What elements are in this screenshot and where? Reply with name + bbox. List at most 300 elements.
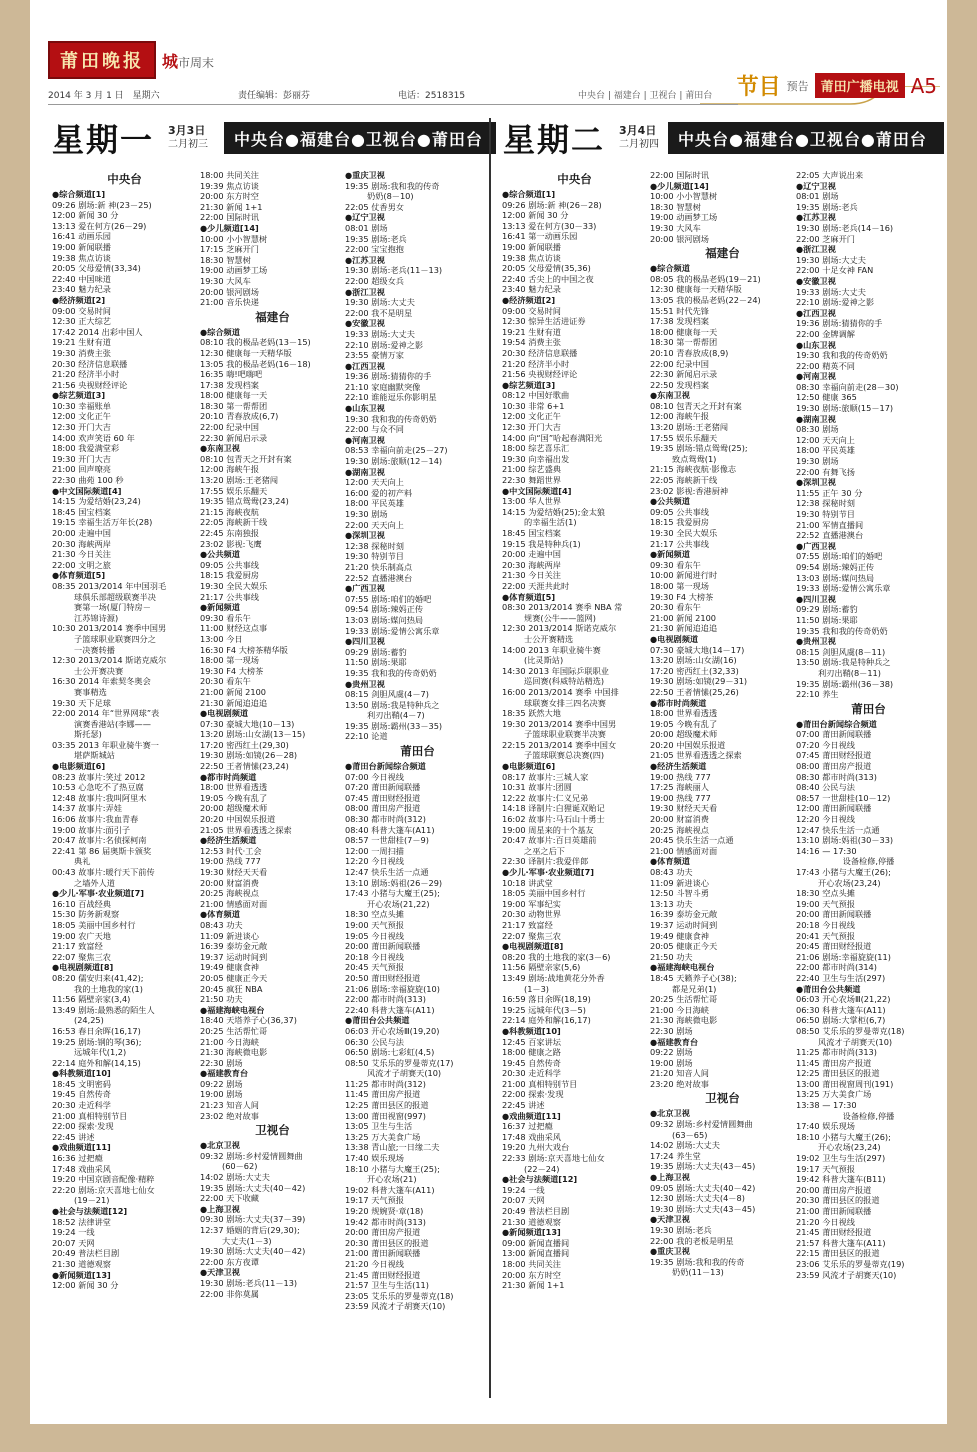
- program-entry: 19:45 自然传奇: [502, 1057, 561, 1068]
- listing-column: [650, 170, 795, 1278]
- program-entry: 08:23 故事片:笑过 2012: [52, 771, 146, 782]
- station-heading: 莆田台: [851, 701, 886, 716]
- program-entry: 09:26 剧场:新 神(23－25): [52, 199, 152, 210]
- program-entry: 21:00 真相特别节目: [52, 1110, 128, 1121]
- program-continuation: 奶奶(8－10): [367, 191, 414, 202]
- program-entry: 22:00 我不是明星: [345, 307, 413, 318]
- program-entry: 19:00 新闻联播: [502, 241, 561, 252]
- program-entry: 21:30 新闻追追追: [200, 697, 268, 708]
- divider: [48, 104, 738, 105]
- program-entry: 21:30 海峡微电影: [650, 1015, 718, 1026]
- program-entry: 19:33 剧场:大丈夫: [345, 328, 415, 339]
- left-border: [0, 0, 30, 1452]
- program-entry: 08:30 幸福向前走(28－30): [796, 381, 899, 392]
- program-entry: 11:25 都市时尚(313): [796, 1047, 877, 1058]
- channel-heading: ●重庆卫视: [345, 170, 385, 180]
- program-entry: 07:20 莆田新闻联播: [345, 782, 421, 793]
- program-entry: 21:30 今日关注: [52, 549, 111, 560]
- program-entry: 22:45 讲述: [502, 1100, 545, 1111]
- program-entry: 16:41 第一动画乐园: [502, 231, 578, 242]
- program-entry: 21:00 新闻 2100: [200, 686, 267, 697]
- program-entry: 06:03 开心农场Ⅲ(19,20): [345, 1025, 440, 1036]
- program-entry: 06:30 科普大篷车(A11): [796, 1004, 886, 1015]
- program-entry: 22:10 养生: [796, 689, 839, 700]
- program-continuation: (19－21): [74, 1195, 110, 1206]
- preview-label: 预告: [786, 79, 809, 93]
- program-entry: 11:55 正午 30 分: [796, 487, 863, 498]
- program-entry: 21:20 经济半小时: [52, 369, 120, 380]
- program-entry: 09:05 公共事线: [650, 506, 709, 517]
- channel-heading: ●莆田台新闻综合频道: [796, 718, 877, 729]
- program-entry: 12:50 斗智斗勇: [650, 888, 709, 899]
- program-entry: 12:00 海峡午报: [650, 411, 709, 422]
- program-entry: 20:00 超级魔术师: [650, 729, 718, 740]
- program-entry: 20:47 故事片:百日英雄前: [502, 835, 597, 846]
- program-continuation: (1－3): [524, 983, 549, 994]
- program-entry: 20:47 故事片:名侦探柯南: [52, 835, 147, 846]
- program-entry: 19:35 剧场:我和我的传奇: [650, 1256, 745, 1267]
- channel-heading: ●少儿频道[14]: [650, 180, 709, 191]
- program-entry: 19:15 幸福生活万年长(28): [52, 517, 153, 528]
- right-border: [947, 0, 977, 1452]
- channel-heading: ●山东卫视: [796, 339, 836, 350]
- program-continuation: 规赛(公牛——篮网): [524, 612, 596, 623]
- channel-heading: ●江苏卫视: [796, 212, 836, 223]
- channel-heading: ●江苏卫视: [345, 254, 385, 265]
- channel-heading: ●社会与法频道[12]: [52, 1206, 128, 1216]
- channel-heading: ●河南卫视: [796, 371, 836, 382]
- program-entry: 19:00 热线 777: [650, 771, 711, 782]
- channel-heading: ●经济生活频道: [650, 761, 707, 772]
- channel-heading: ●电视剧频道: [650, 633, 699, 644]
- program-entry: 20:30 海峡两岸: [502, 559, 561, 570]
- channel-heading: ●江西卫视: [345, 360, 385, 371]
- program-entry: 16:00 2013/2014 赛季 中国排: [502, 686, 619, 697]
- program-entry: 07:55 剧场:咱们的婚吧: [345, 593, 432, 604]
- channel-heading: ●莆田台新闻综合频道: [345, 761, 426, 772]
- program-continuation: 球联赛女排三四名决赛: [524, 697, 606, 708]
- program-entry: 22:00 非你莫属: [200, 1288, 259, 1299]
- program-entry: 19:30 F4 大榜茶: [650, 591, 714, 602]
- program-entry: 13:00 新闻直播间: [502, 1248, 570, 1259]
- program-entry: 21:00 音乐快递: [200, 297, 259, 308]
- channel-heading: ●山东卫视: [345, 403, 385, 414]
- program-continuation: 子篮球职业联赛半决赛: [524, 729, 606, 740]
- program-entry: 21:00 情感面对面: [200, 898, 268, 909]
- program-entry: 19:02 科普大篷车(A11): [345, 1184, 435, 1195]
- program-entry: 19:17 天气预报: [345, 1195, 404, 1206]
- program-entry: 19:24 一线: [502, 1184, 545, 1195]
- program-entry: 09:00 交易时间: [52, 305, 111, 316]
- program-entry: 22:10 论道: [345, 731, 388, 742]
- program-entry: 19:49 健康食神: [650, 930, 709, 941]
- program-continuation: 大丈夫(1－3): [222, 1235, 272, 1246]
- program-entry: 20:00 东方时空: [200, 191, 259, 202]
- program-entry: 12:20 今日视线: [796, 814, 855, 825]
- program-entry: 21:20 今日视线: [345, 1258, 404, 1269]
- program-entry: 19:30 我和我的传奇奶奶: [345, 413, 437, 424]
- notice: 设备检修,停播: [842, 856, 895, 867]
- program-entry: 12:30 剧场:大丈夫(4－8): [650, 1193, 745, 1204]
- program-entry: 19:30 剧场:如镜(26－28): [200, 750, 298, 761]
- program-entry: 13:00 莆田视窗(997): [345, 1110, 426, 1121]
- program-entry: 10:00 小小智慧树: [200, 233, 268, 244]
- program-entry: 14:18 译制片:白狸诞双贻记: [502, 803, 605, 814]
- program-entry: 18:00 综艺喜乐汇: [502, 443, 570, 454]
- program-entry: 18:00 第一现场: [200, 655, 259, 666]
- program-entry: 12:47 快乐生活一点通: [796, 824, 880, 835]
- channel-heading: ●广西卫视: [796, 540, 836, 551]
- program-entry: 22:40 科普大篷车(A11): [345, 1004, 435, 1015]
- station-heading: 福建台: [705, 246, 740, 261]
- program-entry: 20:00 走遍中国: [502, 549, 561, 560]
- program-continuation: 风流才子胡赛天(10): [818, 1036, 893, 1047]
- program-entry: 17:40 娱乐现场: [345, 1153, 404, 1164]
- program-continuation: 的幸福生活(1): [524, 517, 577, 528]
- channel-heading: ●东南卫视: [650, 390, 690, 401]
- program-entry: 11:00 财经这点事: [200, 623, 268, 634]
- channel-heading: ●综合频道[1]: [52, 189, 106, 199]
- program-entry: 20:07 天网: [52, 1237, 95, 1248]
- program-entry: 13:00 华人世界: [502, 496, 561, 507]
- program-entry: 08:30 都市时尚(312): [345, 814, 426, 825]
- channel-heading: ●莆田台公共频道: [345, 1015, 410, 1026]
- program-entry: 17:43 小猪与大魔王(26);: [796, 867, 891, 877]
- program-entry: 13:49 剧场:最熟悉的陌生人: [52, 1004, 155, 1015]
- program-entry: 09:54 剧场:辣妈正传: [345, 604, 424, 615]
- program-entry: 19:30 剧场:老兵(14－16): [796, 222, 894, 233]
- day-date: [168, 124, 208, 152]
- program-entry: 09:05 剧场:大丈夫(40－42): [650, 1182, 756, 1193]
- program-entry: 19:00 热线 777: [200, 856, 261, 867]
- program-entry: 10:53 心急吃不了热豆腐: [52, 782, 144, 793]
- program-entry: 13:03 剧场:媒问热局: [796, 572, 875, 583]
- listing-column: [52, 170, 197, 1291]
- day-header-tuesday: [503, 118, 659, 158]
- program-entry: 22:00 天下收藏: [200, 1193, 259, 1204]
- program-entry: 13:25 万大美食广场: [796, 1089, 872, 1100]
- channel-heading: ●安徽卫视: [345, 318, 385, 329]
- program-entry: 11:45 莆田房产报道: [796, 1057, 872, 1068]
- channel-heading: ●湖南卫视: [345, 466, 385, 477]
- program-entry: 17:42 2014 出彩中国人: [52, 326, 143, 337]
- program-entry: 12:45 百家讲坛: [502, 1036, 561, 1047]
- program-entry: 20:30 莆田县区的报道: [796, 1195, 880, 1206]
- program-entry: 22:45 讲述: [52, 1131, 95, 1142]
- program-entry: 20:41 天气预报: [796, 930, 855, 941]
- channel-heading: ●四川卫视: [345, 636, 385, 647]
- program-entry: 20:00 财富消费: [200, 877, 259, 888]
- program-entry: 18:30 第一帮帮团: [650, 337, 718, 348]
- program-entry: 08:40 科普大篷车(A11): [345, 824, 435, 835]
- program-entry: 13:50 剧场:我是特种兵之: [796, 657, 891, 668]
- program-entry: 18:00 第一现场: [650, 580, 709, 591]
- program-entry: 07:00 今日视线: [345, 771, 404, 782]
- channel-heading: ●四川卫视: [796, 593, 836, 604]
- program-entry: 21:30 道德观察: [52, 1258, 111, 1269]
- program-entry: 20:00 走遍中国: [52, 528, 111, 538]
- program-entry: 18:00 共同关注: [200, 170, 259, 180]
- program-entry: 20:30 经济信息联播: [52, 358, 128, 369]
- program-entry: 19:30 剧场:如镜(29－31): [650, 676, 748, 687]
- channel-heading: ●新闻频道[13]: [502, 1227, 561, 1238]
- program-entry: 20:00 东方时空: [502, 1269, 561, 1280]
- program-entry: 17:20 密西红土(32,33): [650, 665, 739, 676]
- program-entry: 19:30 全民大娱乐: [650, 528, 718, 538]
- program-entry: 22:00 文明之旅: [52, 559, 111, 570]
- program-entry: 22:00 天涯共此时: [502, 580, 570, 591]
- program-continuation: 球俱乐部超级联赛半决: [74, 591, 156, 602]
- program-entry: 21:00 回声嘹亮: [52, 464, 111, 475]
- program-entry: 18:10 小猪与大魔王(25);: [345, 1163, 440, 1174]
- channel-heading: ●河南卫视: [345, 434, 385, 445]
- program-entry: 08:15 剑胆风虞(8－11): [796, 646, 886, 657]
- program-entry: 19:20 中国京剧音配像·精粹: [52, 1174, 155, 1185]
- program-entry: 21:00 真相特别节目: [502, 1078, 578, 1089]
- section-title: [162, 49, 214, 72]
- program-continuation: 之墙外人道: [74, 877, 115, 888]
- program-entry: 12:30 健康每一天精华版: [200, 347, 292, 358]
- program-entry: 22:30 新闻启示录: [200, 432, 268, 443]
- program-entry: 18:00 平民英雄: [796, 445, 855, 456]
- channel-heading: ●少儿频道[14]: [200, 222, 259, 233]
- program-entry: 19:38 焦点访谈: [52, 252, 111, 263]
- program-entry: 08:10 包青天之开封有案: [650, 400, 742, 411]
- program-entry: 13:38 — 17:30: [796, 1100, 857, 1111]
- program-entry: 21:57 科普大篷车(A11): [796, 1237, 886, 1248]
- channel-heading: ●福建教育台: [200, 1068, 249, 1079]
- program-entry: 14:00 向“国”哈起春满阳光: [502, 432, 603, 443]
- channel-heading: ●浙江卫视: [345, 286, 385, 297]
- program-entry: 21:56 央视财经评论: [52, 379, 128, 390]
- channel-heading: ●上海卫视: [650, 1172, 690, 1183]
- program-entry: 00:43 故事片:暖行天下前传: [52, 867, 155, 877]
- channel-heading: ●深圳卫视: [345, 530, 385, 541]
- program-entry: 19:42 都市时尚(313): [345, 1216, 426, 1227]
- program-entry: 22:00 我的老板是明星: [650, 1235, 734, 1246]
- program-entry: 21:50 功夫: [650, 951, 693, 962]
- program-continuation: 典礼: [74, 856, 91, 867]
- program-continuation: 斯托瑟): [74, 729, 102, 740]
- program-entry: 13:25 万大美食广场: [345, 1131, 421, 1142]
- program-entry: 14:37 故事片:弄娃: [52, 803, 122, 814]
- program-entry: 19:30 剧场:大丈夫: [345, 297, 415, 308]
- program-entry: 21:20 经济半小时: [502, 358, 570, 369]
- program-entry: 23:59 风流才子胡赛天(10): [796, 1269, 897, 1280]
- program-entry: 21:20 今日视线: [796, 1216, 855, 1227]
- program-entry: 20:30 莆田县区的报道: [345, 1237, 429, 1248]
- program-entry: 10:30 幸福账单: [52, 400, 111, 411]
- program-continuation: 子篮球职业联赛四分之: [74, 633, 156, 644]
- program-entry: 19:30 全民大娱乐: [200, 580, 268, 591]
- program-entry: 20:25 海峡视点: [650, 824, 709, 835]
- program-entry: 19:35 剧场:老兵: [345, 233, 407, 244]
- program-entry: 17:25 海峡丽人: [650, 782, 709, 793]
- date-solar: 3月3日: [168, 124, 206, 137]
- program-entry: 17:55 娱乐乐翻天: [200, 485, 268, 496]
- program-entry: 09:30 看东午: [650, 559, 701, 570]
- program-entry: 07:30 豪城大地(10－13): [200, 718, 295, 729]
- program-entry: 16:41 动画乐园: [52, 231, 111, 242]
- program-entry: 19:30 剧场: [796, 456, 839, 467]
- program-continuation: 堪萨斯城站: [74, 750, 115, 761]
- channel-heading: ●浙江卫视: [796, 244, 836, 255]
- program-entry: 08:40 公民与法: [796, 782, 855, 793]
- program-entry: 12:38 探秘时刻: [796, 498, 855, 509]
- channel-heading: ●中文国际频道[4]: [52, 485, 122, 496]
- program-entry: 22:00 东方夜谭: [200, 1256, 259, 1267]
- program-entry: 21:30 新闻 1+1: [502, 1280, 565, 1291]
- program-entry: 19:00 动画梦工场: [200, 265, 268, 276]
- program-entry: 14:15 为爱结婚(25);金太狼: [502, 506, 606, 517]
- program-entry: 19:00 剧场: [650, 1057, 693, 1068]
- program-entry: 09:00 交易时间: [502, 305, 561, 316]
- program-entry: 09:29 剧场:蓄豹: [796, 604, 858, 615]
- program-continuation: 之巫之后下: [524, 845, 565, 856]
- program-continuation: 利刃出鞘(8－11): [818, 667, 881, 678]
- program-entry: 12:38 探秘时刻: [345, 540, 404, 551]
- program-entry: 12:00 天天向上: [345, 477, 404, 488]
- program-entry: 08:10 我的极品老妈(13－15): [200, 337, 311, 348]
- channel-heading: ●都市时尚频道: [200, 771, 257, 782]
- program-continuation: 赛第一场(厦门特房－: [74, 602, 151, 613]
- program-entry: 19:42 科普大篷车(B11): [796, 1174, 886, 1185]
- program-entry: 10:00 新闻进行时: [650, 570, 718, 581]
- program-entry: 22:00 芝麻开门: [796, 233, 855, 244]
- program-entry: 22:00 纪录中国: [200, 422, 259, 433]
- program-entry: 23:20 绝对故事: [650, 1078, 709, 1089]
- program-entry: 22:07 聚焦三农: [52, 951, 111, 962]
- program-entry: 07:45 莆田财经报道: [796, 750, 872, 761]
- channel-nav: 中央台 | 福建台 | 卫视台 | 莆田台: [578, 91, 713, 101]
- program-entry: 19:30 F4 大榜茶: [200, 665, 264, 676]
- program-entry: 21:00 军情直播间: [796, 519, 864, 530]
- program-entry: 16:00 爱的初产料: [345, 487, 413, 498]
- program-entry: 21:17 致富经: [502, 919, 553, 930]
- program-entry: 13:20 剧场:王老猪闯: [200, 475, 279, 486]
- program-entry: 21:30 海峡微电影: [200, 1047, 268, 1058]
- program-entry: 19:37 运动时间到: [650, 919, 718, 930]
- program-entry: 19:35 剧场:我和我的传奇: [345, 180, 440, 191]
- channel-heading: ●社会与法频道[12]: [502, 1174, 578, 1185]
- program-entry: 19:30 剧场:老兵(11－13): [345, 265, 443, 276]
- program-entry: 18:40 天塔养子心(36,37): [200, 1015, 297, 1026]
- channel-heading: ●深圳卫视: [796, 477, 836, 488]
- program-entry: 21:23 知音人间: [200, 1100, 259, 1111]
- date-lunar: 二月初三: [168, 139, 209, 150]
- program-entry: 12:48 故事片:我叫阿里木: [52, 792, 147, 803]
- program-entry: 21:15 海峡夜航: [200, 506, 259, 517]
- program-continuation: (60－62): [222, 1161, 258, 1172]
- program-entry: 21:45 莆田财经报道: [345, 1269, 421, 1280]
- program-entry: 21:30 新闻追追追: [650, 623, 718, 634]
- program-entry: 22:05 仗香男女: [345, 201, 404, 212]
- program-entry: 18:15 我爱厨房: [650, 517, 709, 528]
- program-entry: 19:20 规婉贤·章(18): [345, 1206, 424, 1216]
- program-entry: 20:45 莆田财经报道: [796, 941, 872, 952]
- program-entry: 10:31 故事片:团圆: [502, 782, 572, 793]
- program-continuation: 子篮球联赛总决赛(四): [524, 750, 605, 761]
- program-entry: 16:53 春日余晖(16,17): [52, 1025, 141, 1036]
- program-entry: 13:13 爱在何方(30－33): [502, 220, 597, 231]
- program-continuation: 士公开赛决赛: [74, 665, 124, 676]
- program-entry: 23:02 影视:香港厨神: [650, 485, 729, 496]
- issue-date: 2014 年 3 月 1 日 星期六: [48, 91, 160, 101]
- program-entry: 20:49 普法栏目剧: [52, 1248, 120, 1259]
- program-entry: 12:30 健康每一天精华版: [650, 284, 742, 295]
- program-entry: 09:26 剧场:新 神(26－28): [502, 199, 602, 210]
- program-entry: 08:43 功夫: [200, 919, 243, 930]
- program-entry: 20:30 看东午: [650, 602, 701, 613]
- program-entry: 21:17 公共事线: [200, 591, 259, 602]
- program-entry: 09:22 剧场: [200, 1078, 243, 1089]
- program-entry: 19:30 特别节目: [796, 509, 855, 519]
- program-entry: 19:05 今晚有乱了: [650, 718, 718, 729]
- program-entry: 19:25 远城年代(3－5): [502, 1004, 586, 1015]
- listing-column: [345, 170, 490, 1312]
- program-entry: 20:25 生活帮忙哥: [200, 1025, 268, 1036]
- channel-heading: ●福建海峡电视台: [650, 962, 715, 973]
- program-entry: 19:36 剧场:猜猜你的手: [796, 318, 883, 329]
- program-entry: 22:52 直播港澳台: [345, 572, 413, 583]
- program-entry: 18:00 共同关注: [502, 1258, 561, 1269]
- program-entry: 18:30 智慧树: [200, 254, 251, 265]
- program-entry: 22:00 2014 年“世界网球”表: [52, 708, 160, 719]
- program-entry: 20:20 中国娱乐报道: [650, 739, 726, 750]
- channel-heading: ●福建海峡电视台: [200, 1004, 265, 1015]
- program-entry: 19:30 剧场:旅顺(12－14): [345, 456, 443, 467]
- program-entry: 20:00 莆田房产报道: [345, 1227, 421, 1238]
- program-entry: 19:02 卫生与生活(297): [796, 1153, 886, 1164]
- program-entry: 09:30 看乐午: [200, 612, 251, 623]
- channel-heading: ●贵州卫视: [796, 636, 836, 647]
- program-entry: 21:06 剧场:幸福旋旋(10): [345, 983, 440, 994]
- program-entry: 07:55 剧场:咱们的婚吧: [796, 551, 883, 562]
- program-continuation: 致点鸳鸯(1): [672, 453, 717, 464]
- program-entry: 19:30 特别节目: [345, 551, 404, 562]
- program-entry: 20:45 疯狂 NBA: [200, 983, 263, 994]
- program-entry: 19:30 剧场: [345, 509, 388, 519]
- program-entry: 22:33 剧场:京天喜地七仙女: [502, 1153, 605, 1164]
- program-entry: 17:48 戏曲采风: [52, 1163, 111, 1174]
- program-entry: 18:00 健康每一天: [200, 390, 268, 401]
- program-continuation: 开心农场(23,24): [818, 877, 881, 888]
- program-entry: 22:00 金牌调解: [796, 328, 855, 339]
- program-entry: 21:00 莆田新闻联播: [345, 1248, 421, 1259]
- program-entry: 08:53 幸福向前走(25－27): [345, 445, 448, 456]
- program-entry: 13:38 青山旅;一日缘二夫: [345, 1142, 440, 1153]
- program-entry: 16:39 泰坊金元敞: [200, 941, 268, 952]
- program-entry: 12:25 莆田县区的报道: [796, 1068, 880, 1079]
- program-entry: 19:39 焦点访谈: [200, 180, 259, 191]
- channel-heading: ●电影频道[6]: [52, 761, 106, 772]
- channel-heading: ●戏曲频道[11]: [502, 1110, 561, 1121]
- program-entry: 23:02 影视:飞鹰: [200, 538, 262, 549]
- program-entry: 16:30 F4 大榜茶精华版: [200, 644, 288, 655]
- program-entry: 12:30 正大综艺: [52, 316, 111, 327]
- program-entry: 19:36 剧场:猜猜你的手: [345, 371, 432, 382]
- channel-heading: ●电影频道[6]: [502, 761, 556, 772]
- program-entry: 08:05 我的极品老妈(19－21): [650, 273, 761, 284]
- program-entry: 12:00 一周扫描: [345, 845, 404, 856]
- program-entry: 12:30 开门大吉: [502, 422, 561, 433]
- program-entry: 19:35 我和我的传奇奶奶: [345, 667, 437, 678]
- program-entry: 11:09 新进谈心: [650, 877, 709, 888]
- program-entry: 21:00 综艺盛典: [502, 464, 561, 475]
- program-entry: 09:32 剧场:乡村爱情圆舞曲: [200, 1150, 303, 1161]
- channel-heading: ●贵州卫视: [345, 678, 385, 689]
- program-entry: 19:21 生财有道: [52, 337, 111, 348]
